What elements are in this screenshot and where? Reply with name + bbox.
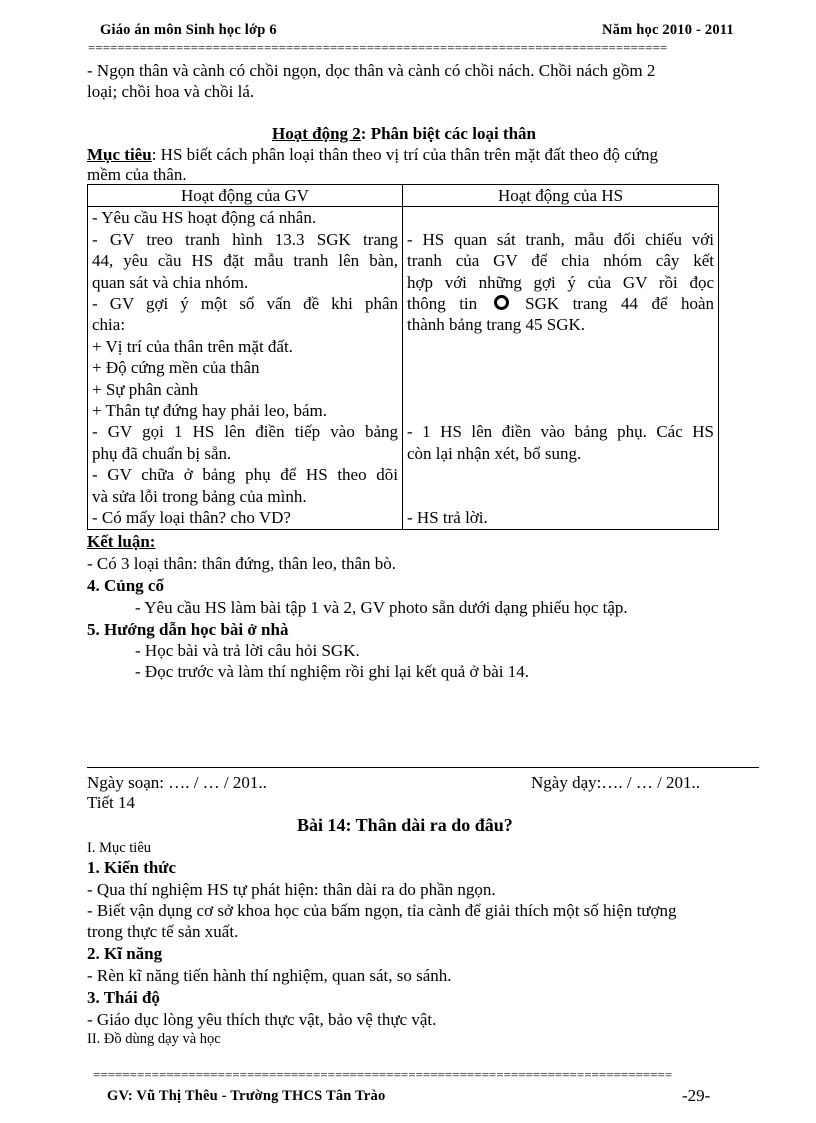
activity-title-rest: : Phân biệt các loại thân: [360, 124, 536, 143]
table-header-row: [88, 185, 719, 207]
hs-line-info-post: SGK trang 44 để hoàn: [525, 294, 715, 314]
section-5-title: 5. Hướng dẫn học bài ở nhà: [87, 620, 289, 639]
gv-line: - GV chữa ở bảng phụ để HS theo dõi: [92, 465, 398, 485]
intro-line-1: - Ngọn thân và cành có chồi ngọn, dọc thân và cành có chồi nách. Chồi nách gồm 2: [87, 61, 656, 80]
activity-title: [272, 123, 536, 145]
objective-label: Mục tiêu: [87, 145, 152, 164]
hs-line: tranh của GV để chia nhóm cây kết: [407, 251, 714, 271]
objective-line-1: [87, 144, 757, 166]
activity-table: [87, 184, 719, 530]
gv-line: + Thân tự đứng hay phải leo, bám.: [92, 401, 327, 421]
footer-separator: ===============================================================================: [93, 1068, 673, 1081]
gv-line: chia:: [92, 315, 126, 335]
gv-line: - GV gọi 1 HS lên điền tiếp vào bảng: [92, 422, 398, 442]
section-4-text: - Yêu cầu HS làm bài tập 1 và 2, GV photo sẵn dưới dạng phiếu học tập.: [135, 598, 628, 617]
objective-text: : HS biết cách phân loại thân theo vị trí của thân trên mặt đất theo độ cứng: [151, 145, 659, 164]
hs-line: - 1 HS lên điền vào bảng phụ. Các HS: [407, 422, 714, 442]
col-header-gv: Hoạt động của GV: [88, 185, 403, 207]
gv-line: + Vị trí của thân trên mặt đất.: [92, 336, 293, 356]
gv-line: và sửa lỗi trong bảng của mình.: [92, 486, 307, 506]
header-separator: ===============================================================================: [88, 41, 668, 54]
date-teach: Ngày dạy:…. / … / 201..: [531, 773, 701, 792]
knowledge-item: - Biết vận dụng cơ sở khoa học của bấm ngọn, tỉa cành để giải thích một số hiện tượng: [87, 901, 677, 920]
skills-title: 2. Kĩ năng: [87, 944, 163, 963]
date-prep: Ngày soạn: …. / … / 201..: [87, 773, 267, 792]
attitude-item: - Giáo dục lòng yêu thích thực vật, bảo vệ thực vật.: [87, 1010, 437, 1029]
gv-line: 44, yêu cầu HS đặt mẫu tranh lên bàn,: [92, 251, 398, 271]
conclusion-label: Kết luận:: [87, 532, 156, 551]
hs-line-info-pre: thông tin: [407, 294, 478, 314]
period-label: Tiết 14: [87, 793, 136, 812]
gv-line: - GV treo tranh hình 13.3 SGK trang: [92, 229, 398, 249]
attitude-title: 3. Thái độ: [87, 988, 160, 1007]
hs-line: còn lại nhận xét, bổ sung.: [407, 443, 582, 463]
lesson-title: Bài 14: Thân dài ra do đâu?: [297, 815, 513, 835]
hs-cell: [403, 207, 719, 529]
gv-line: - Yêu cầu HS hoạt động cá nhân.: [92, 208, 317, 228]
hs-line-info: [407, 293, 714, 314]
section-5-item: - Học bài và trả lời câu hỏi SGK.: [135, 641, 360, 660]
hs-line: thành bảng trang 45 SGK.: [407, 315, 586, 335]
section-divider: [87, 767, 759, 768]
objective-line-2: mềm của thân.: [87, 165, 187, 184]
gv-line: - Có mấy loại thân? cho VD?: [92, 508, 291, 528]
knowledge-item-cont: trong thực tế sản xuất.: [87, 922, 239, 941]
gv-line: quan sát và chia nhóm.: [92, 272, 249, 292]
hs-line: hợp với những gợi ý của GV rồi đọc: [407, 272, 714, 292]
gv-line: phụ đã chuẩn bị sẵn.: [92, 443, 232, 463]
gv-cell: [88, 207, 403, 529]
header-left: Giáo án môn Sinh học lớp 6: [100, 22, 277, 38]
activity-title-label: Hoạt động 2: [272, 124, 361, 143]
conclusion-text: - Có 3 loại thân: thân đứng, thân leo, thân bò.: [87, 554, 397, 573]
intro-line-2: loại; chồi hoa và chồi lá.: [87, 82, 255, 101]
circle-icon: [494, 295, 509, 310]
gv-line: + Sự phân cành: [92, 379, 199, 399]
footer-author: GV: Vũ Thị Thêu - Trường THCS Tân Trào: [107, 1088, 386, 1104]
section-5-item: - Đọc trước và làm thí nghiệm rồi ghi lại kết quả ở bài 14.: [135, 662, 530, 681]
gv-line: + Độ cứng mền của thân: [92, 358, 260, 378]
knowledge-title: 1. Kiến thức: [87, 858, 177, 877]
hs-line: - HS quan sát tranh, mẫu đối chiếu với: [407, 229, 714, 249]
section-I-title: I. Mục tiêu: [87, 840, 152, 856]
gv-line: - GV gợi ý một số vấn đề khi phân: [92, 294, 398, 314]
skills-item: - Rèn kĩ năng tiến hành thí nghiệm, quan sát, so sánh.: [87, 966, 452, 985]
table-row: [88, 207, 719, 529]
col-header-hs: Hoạt động của HS: [403, 185, 719, 207]
page-number: -29-: [682, 1086, 711, 1105]
section-II-title: II. Đồ dùng dạy và học: [87, 1031, 221, 1047]
header-right: Năm học 2010 - 2011: [602, 22, 734, 38]
knowledge-item: - Qua thí nghiệm HS tự phát hiện: thân dài ra do phần ngọn.: [87, 880, 496, 899]
section-4-title: 4. Củng cố: [87, 576, 164, 595]
hs-line: - HS trả lời.: [407, 508, 488, 528]
